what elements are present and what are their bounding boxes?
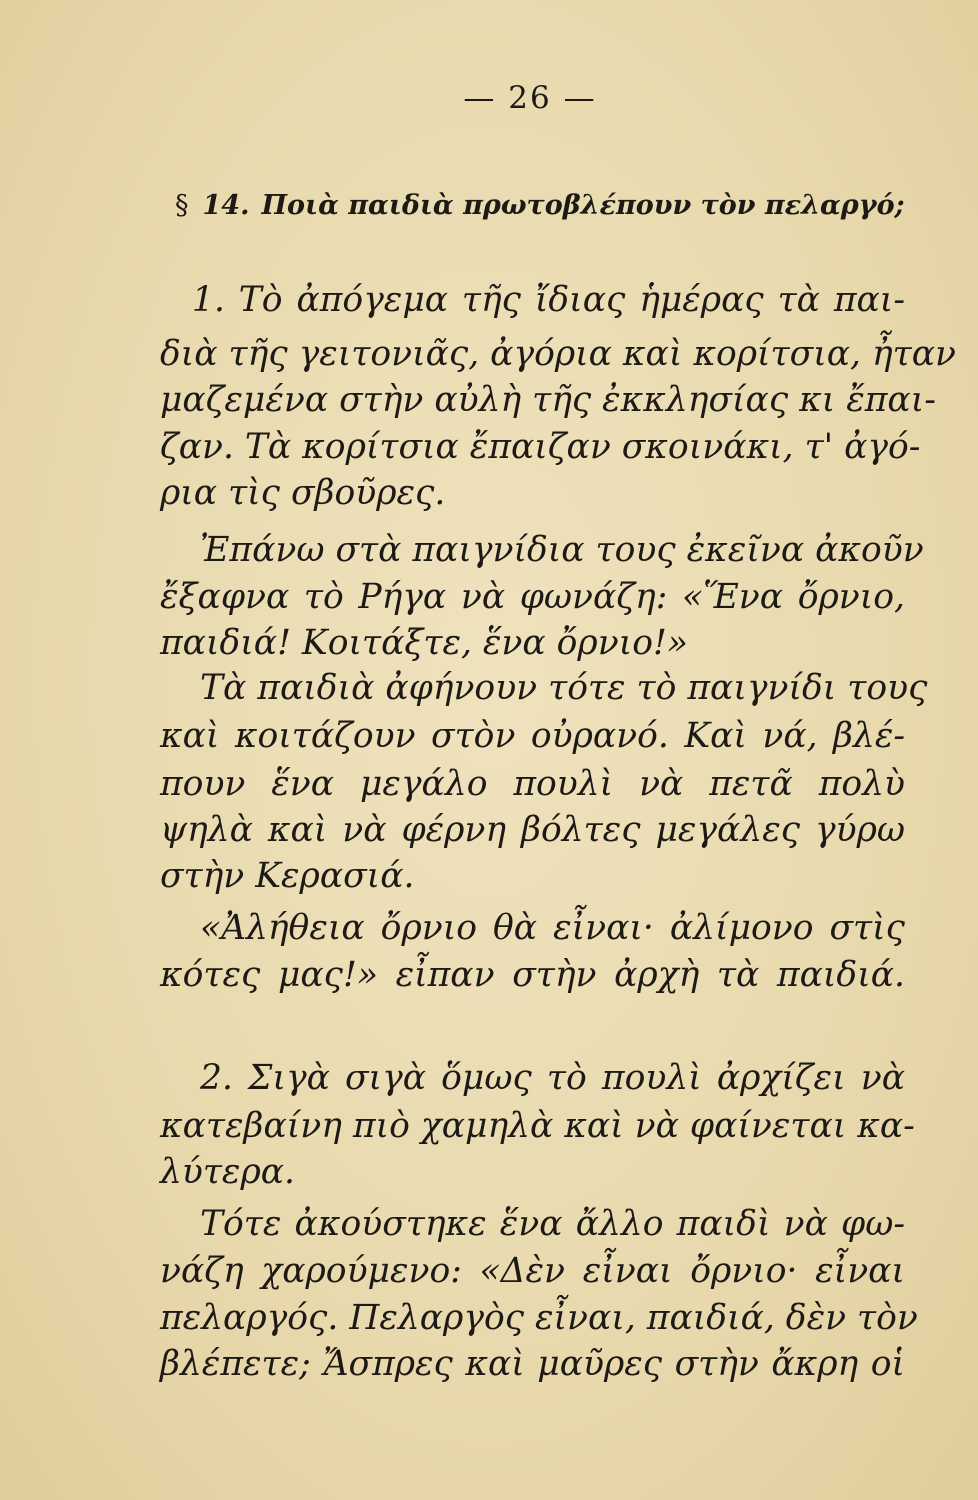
text-line: 2. Σιγὰ σιγὰ ὅμως τὸ πουλὶ ἀρχίζει νὰ bbox=[200, 1058, 905, 1098]
section-symbol: § bbox=[175, 190, 189, 221]
section-heading bbox=[175, 190, 915, 221]
text-line: βλέπετε; Ἄσπρες καὶ μαῦρες στὴν ἄκρη οἱ bbox=[160, 1344, 905, 1384]
text-line: πουν ἕνα μεγάλο πουλὶ νὰ πετᾶ πολὺ bbox=[160, 764, 905, 804]
text-line: ζαν. Τὰ κορίτσια ἔπαιζαν σκοινάκι, τ' ἀγό- bbox=[160, 427, 921, 467]
text-line: πελαργός. Πελαργὸς εἶναι, παιδιά, δὲν τὸν bbox=[160, 1298, 918, 1338]
text-line: Ἐπάνω στὰ παιγνίδια τους ἐκεῖνα ἀκοῦν bbox=[200, 530, 924, 570]
text-line: «Ἀλήθεια ὄρνιο θὰ εἶναι· ἀλίμονο στὶς bbox=[200, 908, 905, 948]
text-line: διὰ τῆς γειτονιᾶς, ἀγόρια καὶ κορίτσια, ἦταν bbox=[160, 334, 956, 374]
page-number: — 26 — bbox=[463, 80, 597, 116]
text-line: καὶ κοιτάζουν στὸν οὐρανό. Καὶ νά, βλέ- bbox=[160, 716, 905, 756]
text-line: μαζεμένα στὴν αὐλὴ τῆς ἐκκλησίας κι ἔπαι- bbox=[160, 380, 936, 420]
text-line: Τότε ἀκούστηκε ἕνα ἄλλο παιδὶ νὰ φω- bbox=[200, 1204, 905, 1244]
text-line: νάζη χαρούμενο: «Δὲν εἶναι ὄρνιο· εἶναι bbox=[160, 1251, 905, 1291]
section-number: 14. bbox=[202, 190, 250, 221]
text-line: στὴν Κερασιά. bbox=[160, 856, 415, 896]
text-line: λύτερα. bbox=[160, 1152, 295, 1192]
text-line: 1. Τὸ ἀπόγεμα τῆς ἴδιας ἡμέρας τὰ παι- bbox=[192, 280, 905, 320]
text-line: ἔξαφνα τὸ Ρήγα νὰ φωνάζη: «Ἕνα ὄρνιο, bbox=[160, 577, 905, 617]
text-line: κατεβαίνη πιὸ χαμηλὰ καὶ νὰ φαίνεται κα- bbox=[160, 1106, 915, 1146]
text-line: ρια τὶς σβοῦρες. bbox=[160, 473, 446, 513]
text-line: Τὰ παιδιὰ ἀφήνουν τότε τὸ παιγνίδι τους bbox=[200, 668, 928, 708]
text-line: ψηλὰ καὶ νὰ φέρνη βόλτες μεγάλες γύρω bbox=[160, 810, 905, 850]
text-line: κότες μας!» εἶπαν στὴν ἀρχὴ τὰ παιδιά. bbox=[160, 955, 905, 995]
text-line: παιδιά! Κοιτάξτε, ἕνα ὄρνιο!» bbox=[160, 623, 688, 663]
section-title: Ποιὰ παιδιὰ πρωτοβλέπουν τὸν πελαργό; bbox=[261, 190, 905, 221]
